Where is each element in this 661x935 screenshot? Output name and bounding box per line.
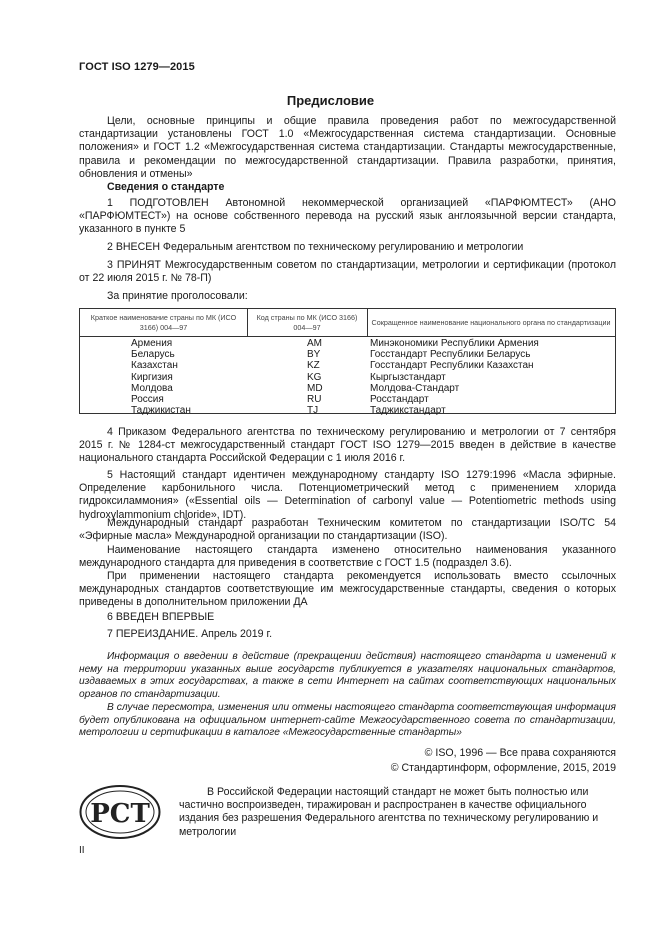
item-5-name-change: Наименование настоящего стандарта изменено относительно наименования указанного международного стандарта для приведения в соответствие с ГОСТ 1.5 (подраздел 3.6). — [79, 544, 616, 570]
info-italic-1: Информация о введении в действие (прекращении действия) настоящего стандарта и изменений к нему на территории указанных выше государств публикуется в указателях национальных стандартов, издаваемых в этих государствах, а также в сети Интернет на сайтах соответствующих национальных органов по стандартизации. — [79, 651, 616, 700]
copyright-notice: В Российской Федерации настоящий стандарт не может быть полностью или частично воспроизведен, тиражирован и распространен в качестве официального издания без разрешения Федерального агентства по техническому регулированию и метрологии — [179, 786, 599, 838]
rst-logo-icon — [79, 784, 161, 840]
item-2: 2 ВНЕСЕН Федеральным агентством по техническому регулированию и метрологии — [107, 241, 524, 253]
table-cell: AM — [307, 338, 322, 349]
section-heading: Сведения о стандарте — [107, 181, 225, 193]
table-cell: Таджикистан — [131, 405, 191, 417]
table-cell: Госстандарт Республики Казахстан — [370, 360, 534, 372]
table-cell: KG — [307, 371, 322, 383]
page-title: Предисловие — [286, 93, 375, 108]
table-header-code: Код страны по МК (ИСО 3166) 004—97 — [247, 309, 367, 337]
table-column-countries — [131, 338, 191, 416]
table-divider — [367, 309, 368, 337]
table-header-country: Краткое наименование страны по МК (ИСО 3166) 004—97 — [80, 309, 247, 337]
table-divider — [247, 309, 248, 337]
table-column-bodies — [370, 338, 539, 416]
table-cell: Россия — [131, 394, 164, 406]
table-cell: Кыргызстандарт — [370, 371, 446, 383]
table-cell: Таджикстандарт — [370, 405, 446, 417]
table-cell: Беларусь — [131, 349, 175, 361]
copyright-standartinform: © Стандартинформ, оформление, 2015, 2019 — [390, 762, 616, 774]
intro-paragraph: Цели, основные принципы и общие правила проведения работ по межгосударственной стандартизации установлены ГОСТ 1.0 «Межгосударственная система стандартизации. Основные положения» и ГОСТ 1.2 «Межгосударственная система стандартизации. Стандарты межгосударственные, правила и рекомендации по межгосударственной стандартизации. Правила разработки, принятия, обновления и отмены» — [79, 115, 616, 180]
table-cell: TJ — [307, 405, 319, 417]
item-5: 5 Настоящий стандарт идентичен международному стандарту ISO 1279:1996 «Масла эфирные. Определение карбонильного числа. Потенциометрический метод с применением хлорида гидроксиламмония» («Essential oils — Determination of carbonyl value — Potentiometric methods using hydroxylammonium chloride», IDT). — [79, 469, 616, 521]
table-column-codes — [307, 338, 323, 416]
page-number: II — [79, 845, 85, 856]
table-cell: Казахстан — [131, 360, 178, 372]
table-cell: Госстандарт Республики Беларусь — [370, 349, 531, 361]
document-header: ГОСТ ISO 1279—2015 — [79, 61, 195, 73]
item-7: 7 ПЕРЕИЗДАНИЕ. Апрель 2019 г. — [107, 628, 273, 640]
table-cell: Армения — [131, 338, 173, 349]
item-3: 3 ПРИНЯТ Межгосударственным советом по стандартизации, метрологии и сертификации (протокол от 22 июля 2015 г. № 78-П) — [79, 259, 616, 285]
table-cell: Молдова-Стандарт — [370, 382, 460, 394]
table-header-body: Сокращенное наименование национального органа по стандартизации — [367, 309, 615, 337]
copyright-iso: © ISO, 1996 — Все права сохраняются — [424, 747, 616, 759]
item-6: 6 ВВЕДЕН ВПЕРВЫЕ — [107, 611, 215, 623]
item-5-references: При применении настоящего стандарта рекомендуется использовать вместо ссылочных международных стандартов соответствующие им межгосударственные стандарты, сведения о которых приведены в дополнительном приложении ДА — [79, 570, 616, 609]
item-1: 1 ПОДГОТОВЛЕН Автономной некоммерческой организацией «ПАРФЮМТЕСТ» (АНО «ПАРФЮМТЕСТ») на основе собственного перевода на русский язык англоязычной версии стандарта, указанного в пункте 5 — [79, 197, 616, 236]
table-cell: Киргизия — [131, 371, 173, 383]
info-italic-2: В случае пересмотра, изменения или отмены настоящего стандарта соответствующая информация будет опубликована на официальном интернет-сайте Межгосударственного совета по стандартизации, метрологии и сертификации в каталоге «Межгосударственные стандарты» — [79, 702, 616, 739]
item-5-committee: Международный стандарт разработан Техническим комитетом по стандартизации ISO/TC 54 «Эфирные масла» Международной организации по стандартизации (ISO). — [79, 517, 616, 543]
table-cell: KZ — [307, 360, 320, 372]
table-cell: BY — [307, 349, 321, 361]
logo-label: РСТ — [90, 799, 150, 829]
table-cell: Молдова — [131, 382, 173, 394]
item-4: 4 Приказом Федерального агентства по техническому регулированию и метрологии от 7 сентября 2015 г. № 1284-ст межгосударственный стандарт ГОСТ ISO 1279—2015 введен в действие в качестве национального стандарта Российской Федерации с 1 июля 2016 г. — [79, 426, 616, 465]
table-cell: Минэкономики Республики Армения — [370, 338, 539, 349]
table-cell: Росстандарт — [370, 394, 429, 406]
voting-table — [79, 308, 616, 417]
table-cell: MD — [307, 382, 323, 394]
vote-intro: За принятие проголосовали: — [107, 290, 248, 302]
table-cell: RU — [307, 394, 322, 406]
